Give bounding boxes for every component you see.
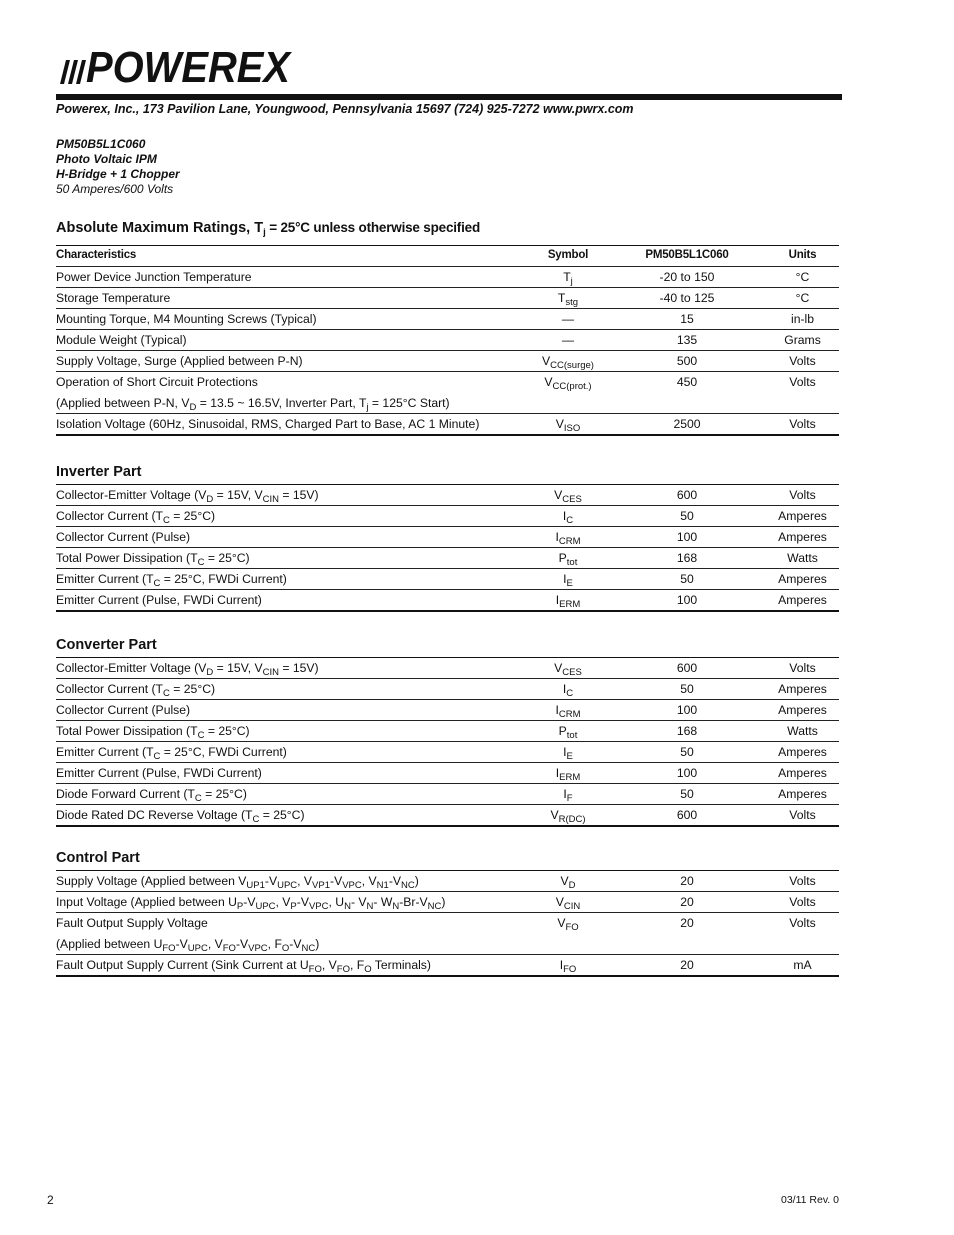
- table-row-note: (Applied between P-N, $V_D = 13.5$ ~ 16.5V, Inverter Part, $T_j = 125^\circ C$ Start): [56, 393, 839, 414]
- table-row: Collector-Emitter Voltage ($V_D = 15V$, $V_{CIN} = 15V$) $V_{CES}$ 600 Volts: [56, 485, 839, 506]
- part-number: PM50B5L1C060: [56, 137, 146, 151]
- table-row: Collector Current (Pulse) $I_{CRM}$ 100 Amperes: [56, 527, 839, 548]
- product-rating: 50 Amperes/600 Volts: [56, 182, 174, 196]
- col-symbol: Symbol: [547, 249, 589, 261]
- table-row: Collector-Emitter Voltage ($V_D = 15V$, $V_{CIN} = 15V$) $V_{CES}$ 600 Volts: [56, 658, 839, 679]
- table-row: Collector Current $(T_C = 25^\circ C)$ $I_C$ 50 Amperes: [56, 506, 839, 527]
- table-row: Collector Current (Pulse) $I_{CRM}$ 100 Amperes: [56, 700, 839, 721]
- table-row: Fault Output Supply Voltage $V_{FO}$ 20 Volts: [56, 916, 816, 933]
- table-row-note: (Applied between $U_{FO}-V_{UPC}$, $V_{FO}-V_{VPC}$, $F_O-V_{NC}$): [56, 934, 839, 955]
- company-address: Powerex, Inc., 173 Pavilion Lane, Youngwood, Pennsylvania 15697 (724) 925-7272 www.pwrx.com: [56, 102, 634, 116]
- table-row: Mounting Torque, M4 Mounting Screws (Typical) — 15 in-lb: [56, 309, 839, 330]
- revision: 03/11 Rev. 0: [781, 1194, 839, 1206]
- col-units: Units: [788, 249, 817, 261]
- table-row: Storage Temperature $T_{stg}$ -40 to 125 °C: [56, 288, 839, 309]
- amr-table: [56, 245, 839, 436]
- converter-title: Converter Part: [56, 637, 157, 653]
- table-row: Input Voltage (Applied between $U_P-V_{UPC}$, $V_P-V_{VPC}$, $U_N-$ $V_N-$ $W_N-Br-V_{NC}$) $V_{CIN}$ 20 Volts: [56, 892, 839, 913]
- inverter-title: Inverter Part: [56, 464, 142, 480]
- table-row: Diode Rated DC Reverse Voltage $(T_C = 25^\circ C)$ $V_{R(DC)}$ 600 Volts: [56, 805, 839, 826]
- table-row: Supply Voltage, Surge (Applied between P-N) $V_{CC(surge)}$ 500 Volts: [56, 351, 839, 372]
- table-row: Total Power Dissipation $(T_C = 25^\circ C)$ $P_{tot}$ 168 Watts: [56, 721, 839, 742]
- amr-title: Absolute Maximum Ratings, $T_j = 25^\circ C$ unless otherwise specified: [56, 220, 481, 238]
- table-row: Emitter Current ($T_C = 25^\circ C$, FWDi Current) $I_E$ 50 Amperes: [56, 742, 839, 763]
- col-characteristics: Characteristics: [56, 249, 137, 261]
- page-number: 2: [47, 1193, 54, 1207]
- header-rule: [56, 94, 842, 100]
- table-row: Emitter Current ($T_C = 25^\circ C$, FWDi Current) $I_E$ 50 Amperes: [56, 569, 839, 590]
- table-row: Emitter Current (Pulse, FWDi Current) $I_{ERM}$ 100 Amperes: [56, 590, 839, 611]
- control-title: Control Part: [56, 850, 140, 866]
- product-info: [56, 137, 180, 197]
- product-type: Photo Voltaic IPM: [56, 152, 157, 166]
- control-table: [56, 870, 839, 977]
- table-row: Isolation Voltage (60Hz, Sinusoidal, RMS, Charged Part to Base, AC 1 Minute) $V_{ISO}$ 2500 Volts: [56, 414, 839, 435]
- table-row: Operation of Short Circuit Protections $V_{CC(prot.)}$ 450 Volts: [56, 375, 816, 392]
- table-row: Module Weight (Typical) — 135 Grams: [56, 330, 839, 351]
- col-part: PM50B5L1C060: [645, 249, 729, 261]
- converter-table: [56, 657, 839, 827]
- powerex-logo: [56, 40, 292, 86]
- product-topology: H-Bridge + 1 Chopper: [56, 167, 180, 181]
- table-row: Supply Voltage (Applied between $V_{UP1}-V_{UPC}$, $V_{VP1}-V_{VPC}$, $V_{N1}-V_{NC}$) $V_D$ 20 Volts: [56, 871, 839, 892]
- svg-text:POWEREX: POWEREX: [86, 43, 292, 86]
- table-row: Emitter Current (Pulse, FWDi Current) $I_{ERM}$ 100 Amperes: [56, 763, 839, 784]
- table-row: Fault Output Supply Current (Sink Current at $U_{FO}$, $V_{FO}$, $F_O$ Terminals) $I_{FO}$ 20 mA: [56, 955, 839, 976]
- table-row: Power Device Junction Temperature $T_j$ -20 to 150 °C: [56, 267, 839, 288]
- table-row: Collector Current $(T_C = 25^\circ C)$ $I_C$ 50 Amperes: [56, 679, 839, 700]
- table-row: Diode Forward Current $(T_C = 25^\circ C)$ $I_F$ 50 Amperes: [56, 784, 839, 805]
- table-row: Total Power Dissipation $(T_C = 25^\circ C)$ $P_{tot}$ 168 Watts: [56, 548, 839, 569]
- inverter-table: [56, 484, 839, 612]
- amr-header-row: [56, 246, 839, 267]
